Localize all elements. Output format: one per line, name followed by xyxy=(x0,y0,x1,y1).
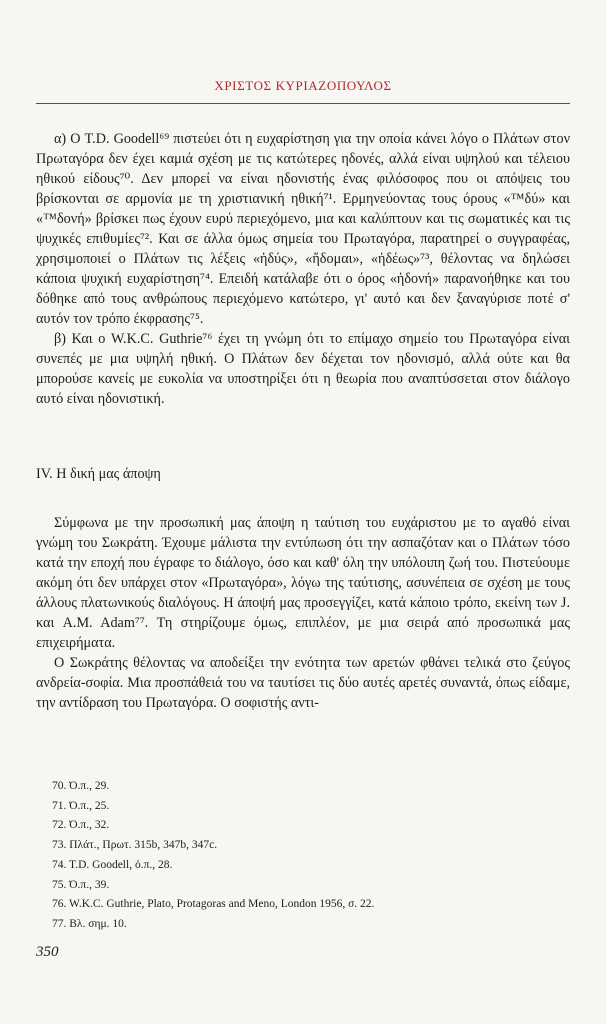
footnote: 74. T.D. Goodell, ό.π., 28. xyxy=(52,858,173,871)
section-heading: IV. Η δική μας άποψη xyxy=(36,466,161,482)
footnote: 75. Ό.π., 39. xyxy=(52,878,110,891)
footnote: 71. Ό.π., 25. xyxy=(52,799,110,812)
paragraph-alpha: α) Ο T.D. Goodell⁶⁹ πιστεύει ότι η ευχαρίστηση για την οποία κάνει λόγο ο Πλάτων στον Πρωταγόρα δεν έχει καμιά σχέση με τις κατώτερες ηδονές, αλλά είναι υψηλού και τέλειου ηθικού είδους⁷⁰. Δεν μπορεί να είναι ηδονιστής ένας φιλόσοφος που οι απόψεις του βρίσκονται σε αρμονία με τη χριστιανική ηθική⁷¹. Ερμηνεύοντας τους όρους «™δύ» και «™δονή» βρίσκει πως έχουν ευρύ περιεχόμενο, μια και καλύπτουν και τις σωματικές και τις ψυχικές επιθυμίες⁷². Και σε άλλα όμως σημεία του Πρωταγόρα, παρατηρεί ο συγγραφέας, χρησιμοποιεί ο Πλάτων τις λέξεις «ἡδύς», «ἥδομαι», «ἡδέως»⁷³, θέλοντας να δηλώσει κάποια ψυχική ευχαρίστηση⁷⁴. Επειδή κατάλαβε ότι ο όρος «ἡδονή» παρανοήθηκε και του δόθηκε από τους ανθρώπους περιεχόμενο κατώτερο, γι' αυτό και δεν ξαναγύρισε ποτέ σ' αυτόν τον τρόπο έκφρασης⁷⁵. xyxy=(36,131,570,327)
footnote: 73. Πλάτ., Πρωτ. 315b, 347b, 347c. xyxy=(52,839,218,852)
footnote: 72. Ό.π., 32. xyxy=(52,819,110,832)
footnote: 77. Βλ. σημ. 10. xyxy=(52,917,127,930)
paragraph-socrates: Ο Σωκράτης θέλοντας να αποδείξει την ενότητα των αρετών φθάνει τελικά στο ζεύγος ανδρεία-σοφία. Μια προσπάθειά του να ταυτίσει τις δύο αυτές αρετές συναντά, όπως είδαμε, την αντίδραση του Πρωταγόρα. Ο σοφιστής αντι- xyxy=(36,655,570,711)
paragraph-view: Σύμφωνα με την προσωπική μας άποψη η ταύτιση του ευχάριστου με το αγαθό είναι γνώμη του Σωκράτη. Έχουμε μάλιστα την εντύπωση ότι την ασπαζόταν και ο Πλάτων τόσο κατά την εποχή που έγραφε το διάλογο, όσο και καθ' όλη την υπόλοιπη ζωή του. Πιστεύουμε ακόμη ότι δεν υπάρχει στον «Πρωταγόρα», λόγω της ταύτισης, ασυνέπεια σε σχέση με τους άλλους πλατωνικούς διαλόγους. Η άποψή μας προσεγγίζει, κατά κάποιο τρόπο, εκείνη των J. και A.M. Adam⁷⁷. Τη στηρίζουμε όμως, επιπλέον, με μια σειρά από προσωπικά μας επιχειρήματα. xyxy=(36,515,570,651)
footnote: 76. W.K.C. Guthrie, Plato, Protagoras and Meno, London 1956, σ. 22. xyxy=(52,898,375,911)
body-text-top xyxy=(36,129,570,409)
body-text-bottom xyxy=(36,513,570,713)
footnote: 70. Ό.π., 29. xyxy=(52,780,110,792)
paragraph-beta: β) Και ο W.K.C. Guthrie⁷⁶ έχει τη γνώμη ότι το επίμαχο σημείο του Πρωταγόρα είναι συνεπές με μια υψηλή ηθική. Ο Πλάτων δεν δέχεται τον ηδονισμό, αλλά ούτε και θα μπορούσε κανείς με ευκολία να υποστηρίξει ότι η θεωρία που αναπτύσσεται στον διάλογο αυτό είναι ηδονιστική. xyxy=(36,331,570,407)
running-header: ΧΡΙΣΤΟΣ ΚΥΡΙΑΖΟΠΟΥΛΟΣ xyxy=(214,78,392,93)
page-number: 350 xyxy=(36,944,59,960)
footnotes xyxy=(52,777,572,935)
header-rule xyxy=(36,103,570,104)
